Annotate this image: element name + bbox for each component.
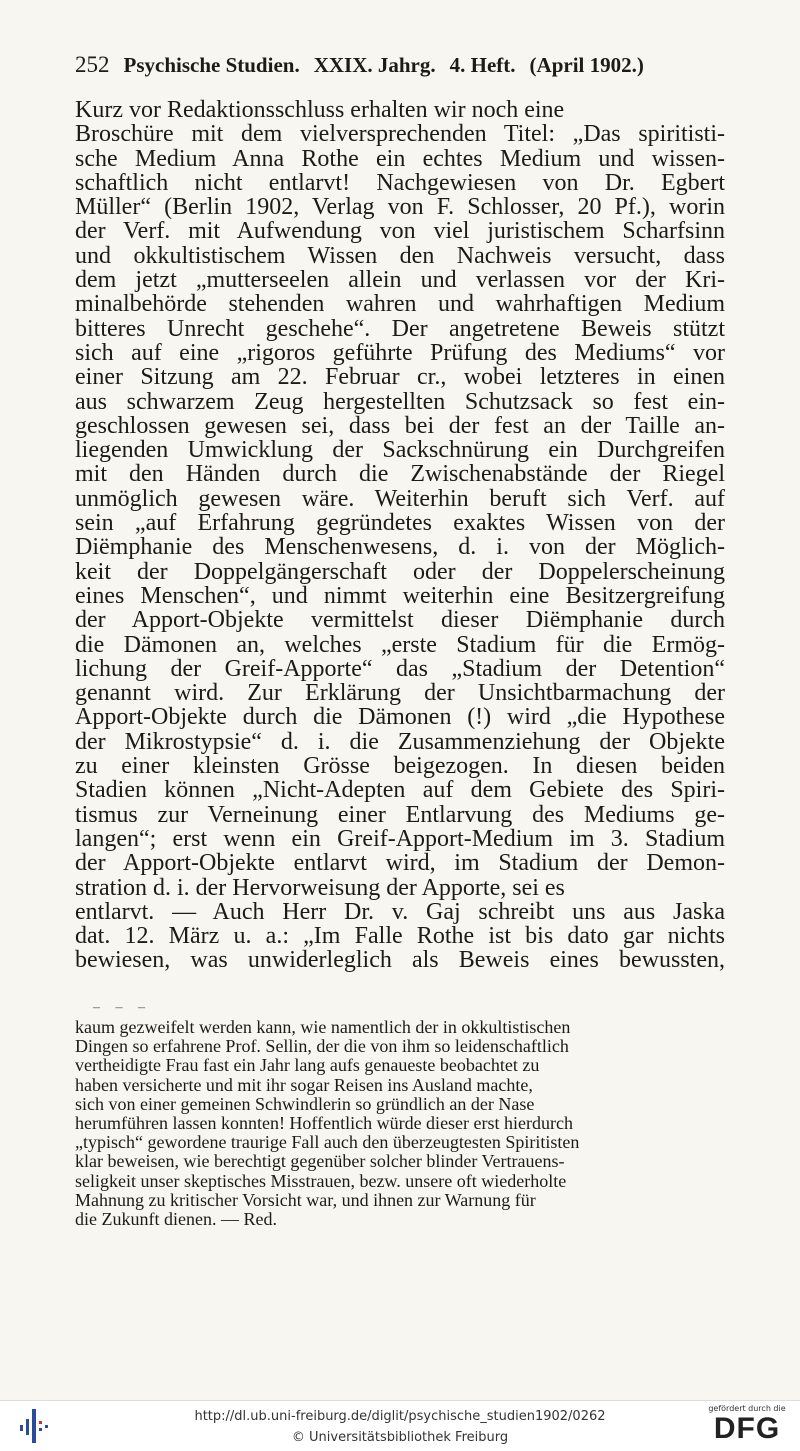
text-line: minalbehörde stehenden wahren und wahrhaftigen Medium <box>75 292 725 317</box>
text-line: mit den Händen durch die Zwischenabstände der Riegel <box>75 462 725 487</box>
text-line: einer Sitzung am 22. Februar cr., wobei letzteres in einen <box>75 365 725 390</box>
journal-title: Psychische Studien. <box>123 53 300 77</box>
text-line: der Mikrostypsie“ d. i. die Zusammenziehung der Objekte <box>75 729 725 755</box>
text-line: Mahnung zu kritischer Vorsicht war, und ihnen zur Warnung für <box>75 1190 536 1210</box>
text-line: stration d. i. der Hervorweisung der Apporte, sei es <box>75 875 565 900</box>
text-line: lichung der Greif-Apporte“ das „Stadium der Detention“ <box>75 656 725 682</box>
source-url[interactable]: http://dl.ub.uni-freiburg.de/diglit/psychische_studien1902/0262 <box>194 1409 606 1424</box>
text-line: der Verf. mit Aufwendung von viel juristischem Scharfsinn <box>75 219 725 244</box>
dfg-logo <box>706 1404 788 1448</box>
issue-date: (April 1902.) <box>529 53 644 77</box>
text-line: sein „auf Erfahrung gegründetes exaktes Wissen von der <box>75 511 725 536</box>
text-line: keit der Doppelgängerschaft oder der Doppelerscheinung <box>75 559 725 584</box>
text-line: eines Menschen“, und nimmt weiterhin eine Besitzergreifung <box>75 583 725 609</box>
text-line: und okkultistischem Wissen den Nachweis versucht, dass <box>75 243 725 269</box>
text-line: unmöglich gewesen wäre. Weiterhin beruft sich Verf. auf <box>75 486 725 512</box>
text-line: schaftlich nicht entlarvt! Nachgewiesen von Dr. Egbert <box>75 170 725 196</box>
dfg-caption: gefördert durch die <box>708 1404 786 1413</box>
dfg-wordmark: DFG <box>713 1412 781 1445</box>
issue: 4. Heft. <box>449 53 516 77</box>
text-line: „typisch“ gewordene traurige Fall auch den überzeugtesten Spiritisten <box>75 1133 580 1153</box>
volume: XXIX. Jahrg. <box>313 53 436 77</box>
text-line: zu einer kleinsten Grösse beigezogen. In diesen beiden <box>75 754 725 779</box>
text-line: kaum gezweifelt werden kann, wie namentlich der in okkultistischen <box>75 1018 571 1037</box>
text-line: der Apport-Objekte entlarvt wird, im Stadium der Demon- <box>75 851 725 876</box>
text-line: aus schwarzem Zeug hergestellten Schutzsack so fest ein- <box>75 389 725 414</box>
text-line: dem jetzt „mutterseelen allein und verlassen vor der Kri- <box>75 268 725 293</box>
text-line: Diëmphanie des Menschenwesens, d. i. von der Möglich- <box>75 535 725 560</box>
text-line: seligkeit unser skeptisches Misstrauen, bezw. unsere oft wiederholte <box>75 1171 567 1191</box>
text-line: der Apport-Objekte vermittelst dieser Diëmphanie durch <box>75 608 725 633</box>
text-line: entlarvt. — Auch Herr Dr. v. Gaj schreibt uns aus Jaska <box>75 899 725 925</box>
text-line: bewiesen, was unwiderleglich als Beweis eines bewussten, <box>75 948 725 973</box>
text-line: Kurz vor Redaktionsschluss erhalten wir noch eine <box>75 98 565 123</box>
text-line: vertheidigte Frau fast ein Jahr lang aufs genaueste beobachtet zu <box>75 1056 540 1076</box>
viewer-footer <box>0 1400 800 1451</box>
text-line: die Dämonen an, welches „erste Stadium für die Ermög- <box>75 632 725 657</box>
text-line: sche Medium Anna Rothe ein echtes Medium und wissen- <box>75 146 725 171</box>
text-line: liegenden Umwicklung der Sackschnürung ein Durchgreifen <box>75 438 725 463</box>
text-line: langen“; erst wenn ein Greif-Apport-Medium im 3. Stadium <box>75 826 725 852</box>
text-line: herumführen lassen konnten! Hoffentlich würde dieser erst hierdurch <box>75 1113 573 1133</box>
text-line: haben versicherte und mit ihr sogar Reisen ins Ausland machte, <box>75 1075 533 1095</box>
text-line: bitteres Unrecht geschehe“. Der angetretene Beweis stützt <box>75 316 725 341</box>
text-line: Broschüre mit dem vielversprechenden Titel: „Das spiritisti- <box>75 122 725 147</box>
text-line: Stadien können „Nicht-Adepten auf dem Gebiete des Spiri- <box>75 778 725 803</box>
text-line: tismus zur Verneinung einer Entlarvung des Mediums ge- <box>75 802 725 827</box>
text-line: klar beweisen, wie berechtigt gegenüber solcher blinder Vertrauens- <box>75 1152 565 1172</box>
main-text <box>75 98 725 973</box>
text-line: Müller“ (Berlin 1902, Verlag von F. Schlosser, 20 Pf.), worin <box>75 195 725 220</box>
text-line: sich von einer gemeinen Schwindlerin so gründlich an der Nase <box>75 1094 535 1114</box>
footnote-divider: – – – <box>93 1000 151 1015</box>
text-line: Apport-Objekte durch die Dämonen (!) wird „die Hypothese <box>75 705 725 730</box>
footnote-text <box>75 1018 725 1229</box>
text-line: genannt wird. Zur Erklärung der Unsichtbarmachung der <box>75 681 725 706</box>
text-line: Dingen so erfahrene Prof. Sellin, der die von ihm so leidenschaftlich <box>75 1037 569 1057</box>
running-header <box>75 52 725 78</box>
text-line: sich auf eine „rigoros geführte Prüfung des Mediums“ vor <box>75 340 725 366</box>
text-line: die Zukunft dienen. — Red. <box>75 1209 277 1229</box>
page-number: 252 <box>75 52 110 77</box>
copyright-text: © Universitätsbibliothek Freiburg <box>291 1430 509 1445</box>
text-line: geschlossen gewesen sei, dass bei der fest an der Taille an- <box>75 413 725 439</box>
text-line: dat. 12. März u. a.: „Im Falle Rothe ist bis dato gar nichts <box>75 924 725 949</box>
